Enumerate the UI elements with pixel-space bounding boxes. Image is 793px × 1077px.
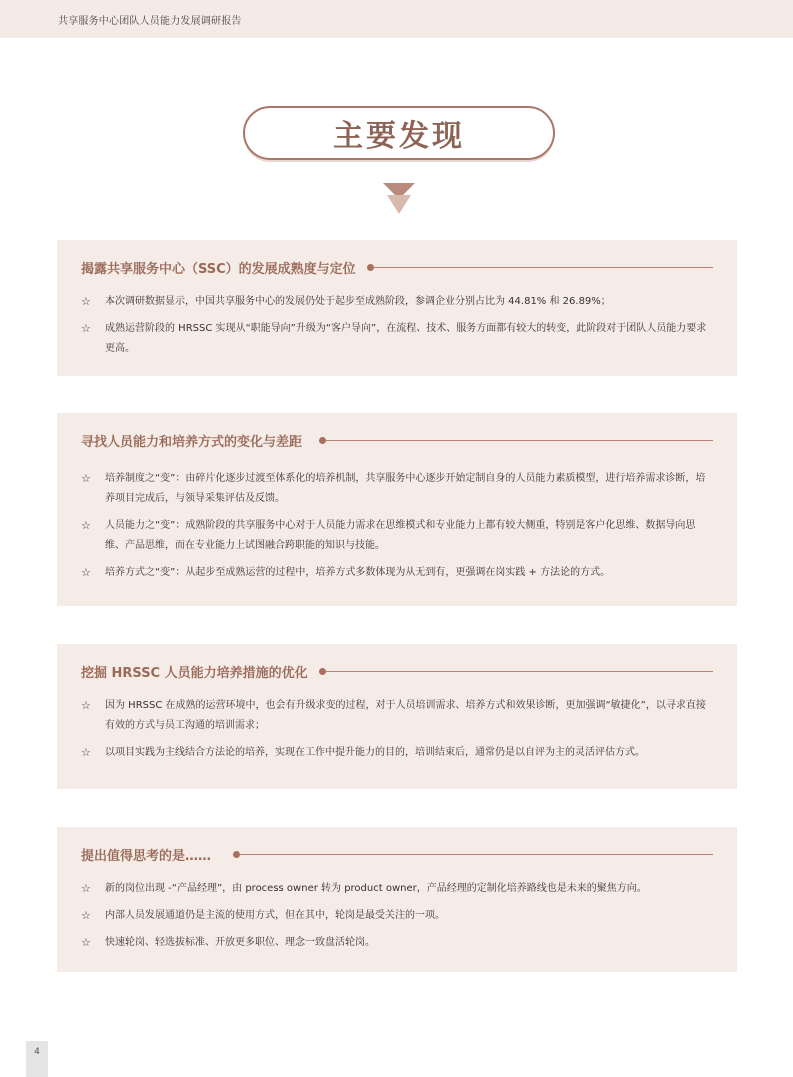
section-title: 提出值得思考的是…… (81, 849, 212, 864)
bullet-list (81, 469, 713, 590)
section-reflections (57, 827, 737, 972)
list-item: ☆ 以项目实践为主线结合方法论的培养，实现在工作中提升能力的目的，培训结束后，通常仍是以自评为主的灵活评估方式。 (81, 743, 713, 763)
list-item: ☆ 本次调研数据显示，中国共享服务中心的发展仍处于起步至成熟阶段，参调企业分别占比为 44.81% 和 26.89%； (81, 292, 713, 312)
section-training-optimization (57, 644, 737, 789)
star-icon: ☆ (81, 746, 91, 759)
page-header (0, 0, 793, 38)
divider-line (239, 854, 713, 855)
star-icon: ☆ (81, 566, 91, 579)
list-item: ☆ 培养制度之“变”：由碎片化逐步过渡至体系化的培养机制，共享服务中心逐步开始定制自身的人员能力素质模型，进行培养需求诊断，培养项目完成后，与领导采集评估及反馈。 (81, 469, 713, 509)
section-ssc-maturity (57, 240, 737, 376)
star-icon: ☆ (81, 295, 91, 308)
section-header (81, 258, 713, 278)
main-title-banner (243, 106, 555, 160)
section-title: 寻找人员能力和培养方式的变化与差距 (81, 435, 303, 450)
bullet-list (81, 879, 713, 960)
list-item: ☆ 内部人员发展通道仍是主流的使用方式，但在其中，轮岗是最受关注的一项。 (81, 906, 713, 926)
star-icon: ☆ (81, 909, 91, 922)
star-icon: ☆ (81, 322, 91, 335)
list-item: ☆ 因为 HRSSC 在成熟的运营环境中，也会有升级求变的过程，对于人员培训需求、培养方式和效果诊断，更加强调“敏捷化”，以寻求直接有效的方式与员工沟通的培训需求； (81, 696, 713, 736)
divider-line (325, 440, 713, 441)
section-capability-changes (57, 413, 737, 606)
main-title: 主要发现 (333, 119, 465, 154)
page-number: 4 (26, 1041, 48, 1077)
section-title: 挖掘 HRSSC 人员能力培养措施的优化 (81, 666, 308, 681)
down-triangle-icon (383, 183, 415, 215)
star-icon: ☆ (81, 882, 91, 895)
star-icon: ☆ (81, 699, 91, 712)
section-header (81, 845, 713, 865)
report-title: 共享服务中心团队人员能力发展调研报告 (58, 16, 242, 27)
bullet-list (81, 696, 713, 770)
section-title: 揭露共享服务中心（SSC）的发展成熟度与定位 (81, 262, 356, 277)
list-item: ☆ 人员能力之“变”：成熟阶段的共享服务中心对于人员能力需求在思维模式和专业能力上都有较大侧重，特别是客户化思维、数据导向思维、产品思维，而在专业能力上试图融合跨职能的知识与技能。 (81, 516, 713, 556)
section-header (81, 431, 713, 451)
bullet-list (81, 292, 713, 366)
section-header (81, 662, 713, 682)
list-item: ☆ 快速轮岗、轻选拔标准、开放更多职位、理念一致盘活轮岗。 (81, 933, 713, 953)
divider-line (373, 267, 713, 268)
list-item: ☆ 培养方式之“变”：从起步至成熟运营的过程中，培养方式多数体现为从无到有，更强调在岗实践 + 方法论的方式。 (81, 563, 713, 583)
list-item: ☆ 新的岗位出现 -“产品经理”，由 process owner 转为 product owner，产品经理的定制化培养路线也是未来的聚焦方向。 (81, 879, 713, 899)
list-item: ☆ 成熟运营阶段的 HRSSC 实现从“职能导向”升级为“客户导向”，在流程、技术、服务方面都有较大的转变，此阶段对于团队人员能力要求更高。 (81, 319, 713, 359)
star-icon: ☆ (81, 472, 91, 485)
divider-line (325, 671, 713, 672)
star-icon: ☆ (81, 936, 91, 949)
star-icon: ☆ (81, 519, 91, 532)
